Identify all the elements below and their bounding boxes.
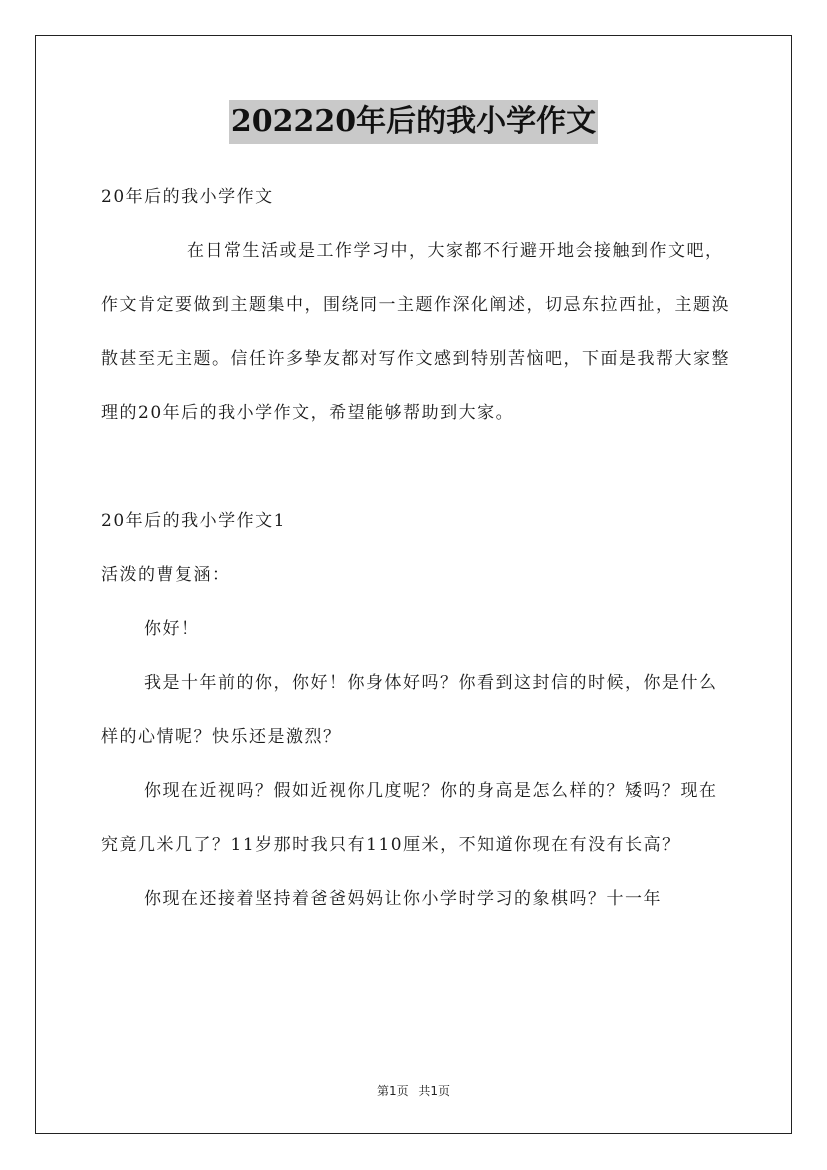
page-footer <box>0 1082 827 1099</box>
body-paragraph: 你现在近视吗？假如近视你几度呢？你的身高是怎么样的？矮吗？现在究竟几米几了？11岁那时我只有110厘米，不知道你现在有没有长高？ <box>101 781 718 855</box>
document-title: 202220年后的我小学作文 <box>229 100 598 144</box>
document-body <box>101 170 731 926</box>
paragraph-spacer <box>101 440 731 494</box>
page-total: 共1页 <box>418 1084 451 1098</box>
document-subtitle: 20年后的我小学作文 <box>101 187 274 207</box>
body-paragraph: 你现在还接着坚持着爸爸妈妈让你小学时学习的象棋吗？十一年 <box>144 889 662 909</box>
body-paragraph: 我是十年前的你，你好！你身体好吗？你看到这封信的时候，你是什么样的心情呢？快乐还是激烈？ <box>101 673 718 747</box>
page-number: 第1页 <box>376 1084 409 1098</box>
letter-greeting: 你好！ <box>144 619 200 639</box>
letter-salutation: 活泼的曹复涵： <box>101 565 231 585</box>
intro-paragraph: 在日常生活或是工作学习中，大家都不行避开地会接触到作文吧，作文肯定要做到主题集中，围绕同一主题作深化阐述，切忌东拉西扯，主题涣散甚至无主题。信任许多挚友都对写作文感到特别苦恼吧，下面是我帮大家整理的20年后的我小学作文，希望能够帮助到大家。 <box>101 241 730 423</box>
title-container <box>0 100 827 144</box>
section-heading: 20年后的我小学作文1 <box>101 511 286 531</box>
